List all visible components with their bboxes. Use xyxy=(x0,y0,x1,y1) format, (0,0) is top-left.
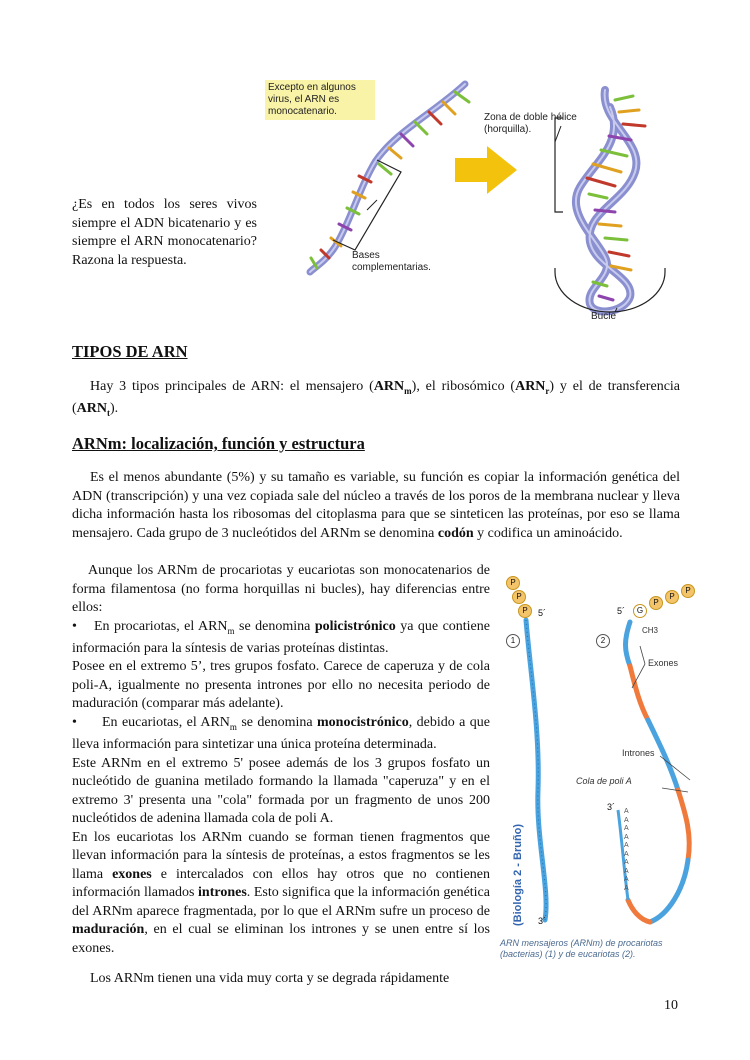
poly-a-letter: A xyxy=(624,842,629,849)
poly-a-tail xyxy=(624,808,632,893)
label-hairpin: Zona de doble hélice (horquilla). xyxy=(484,112,577,135)
bullet1-text-2: se denomina xyxy=(234,618,315,634)
arn-t-term: ARN xyxy=(76,401,108,417)
arn-m-term: ARN xyxy=(373,379,405,394)
arnm-paragraph-4: Este ARNm en el extremo 5' posee además de los 3 grupos fosfato un nucleótido de guanina metilado formando la llamada "caperuza" y en el extremo 3' presenta una "cola" formada por un fragmento de unos 200 nucleótidos de adenina llamada cola de poli A. xyxy=(72,755,490,827)
cola-label: Cola de poli A xyxy=(576,776,632,786)
three-prime-label-2: 3´ xyxy=(607,802,616,812)
bullet1-text-3: ya que contiene información para la síntesis de varias proteínas distintas. xyxy=(72,618,490,656)
source-side-label: (Biología 2 - Bruño) xyxy=(512,823,524,926)
mrna-figure xyxy=(500,570,710,970)
arnm-paragraph-2: Aunque los ARNm de procariotas y eucariotas son monocatenarios de forma filamentosa (no forma horquillas ni bucles), hay diferencias entre ellos: xyxy=(72,563,490,615)
phosphate-icon: P xyxy=(506,576,520,590)
maduracion-term: maduración xyxy=(72,922,145,938)
ch3-label: CH3 xyxy=(642,626,659,635)
bullet1-sub: m xyxy=(227,625,235,636)
number-2-badge: 2 xyxy=(596,634,610,648)
section-title: TIPOS DE ARN xyxy=(72,342,188,361)
mrna-illustration xyxy=(500,570,710,970)
para1-text-end: y codifica un aminoácido. xyxy=(473,525,623,541)
types-text-4: ). xyxy=(110,401,119,417)
arn-r-sub: r xyxy=(545,385,550,396)
subsection-title: ARNm: localización, función y estructura xyxy=(72,434,365,453)
types-text-2: ), el ribosómico ( xyxy=(411,379,516,394)
phosphate-icon: P xyxy=(518,604,532,618)
bullet-eucariotas xyxy=(72,714,490,755)
exones-term: exones xyxy=(112,866,152,882)
poly-a-letter: A xyxy=(624,816,629,824)
arnm-left-column xyxy=(72,562,490,989)
callout-note: Excepto en algunos virus, el ARN es monocatenario. xyxy=(265,80,375,120)
exones-label: Exones xyxy=(648,658,679,668)
types-text-1: Hay 3 tipos principales de ARN: el mensajero ( xyxy=(90,379,374,394)
arnm-paragraph-3: Posee en el extremo 5’, tres grupos fosfato. Carece de caperuza y de cola poli-A, igualmente no presenta intrones por ello no necesita periodo de maduración (comparar más adelante). xyxy=(72,659,490,712)
arnm-paragraph-1 xyxy=(72,469,680,543)
codon-term: codón xyxy=(437,525,474,541)
three-prime-label-1: 3´ xyxy=(538,916,547,926)
intrones-term: intrones xyxy=(198,885,247,901)
para5-text-2: e intercalados con ellos hay otros que no contienen información llamados xyxy=(72,866,490,901)
bullet2-text-1: En eucariotas, el ARN xyxy=(102,714,230,730)
bullet2-text-2: se denomina xyxy=(236,714,317,730)
arn-m-sub: m xyxy=(404,385,412,396)
figure-caption: ARN mensajeros (ARNm) de procariotas (bacterias) (1) y de eucariotas (2). xyxy=(500,938,663,959)
phosphate-icon: P xyxy=(665,590,679,604)
arnm-paragraph-5 xyxy=(72,829,490,959)
poly-a-letter: A xyxy=(624,825,629,832)
poly-a-letter: A xyxy=(624,808,629,815)
types-text-3: ) y el de transferencia ( xyxy=(72,379,681,417)
poly-a-letter: A xyxy=(624,876,629,883)
arn-t-sub: t xyxy=(107,408,111,419)
poly-a-letter: A xyxy=(624,867,629,875)
arn-r-term: ARN xyxy=(515,379,546,394)
label-bases: Bases complementarias. xyxy=(352,250,431,273)
phosphate-icon: P xyxy=(681,584,695,598)
poly-a-letter: A xyxy=(624,884,629,892)
monocistronico-term: monocistrónico xyxy=(317,714,409,730)
five-prime-label-2: 5´ xyxy=(617,606,626,616)
label-loop: Bucle xyxy=(591,311,617,322)
guanine-cap-icon: G xyxy=(633,604,647,618)
types-paragraph xyxy=(72,378,680,423)
number-1-badge: 1 xyxy=(506,634,520,648)
para5-text-4: , en el cual se eliminan los intrones y se unen entre sí los exones. xyxy=(72,922,490,956)
phosphate-icon: P xyxy=(512,590,526,604)
poly-a-letter: A xyxy=(624,859,629,866)
para5-text-3: . Esto significa que la información genética del ARNm aparece fragmentada, por lo que el ARNm sufre un proceso de xyxy=(72,885,490,919)
bullet-procariotas xyxy=(72,618,490,659)
phosphate-icon: P xyxy=(649,596,663,610)
intrones-label: Intrones xyxy=(622,748,655,758)
para5-text-1: En los eucariotas los ARNm cuando se forman tienen fragmentos que llevan información para la síntesis de proteínas, a estos fragmentos se les llama xyxy=(72,829,490,882)
arnm-paragraph-6: Los ARNm tienen una vida muy corta y se degrada rápidamente xyxy=(90,971,450,987)
bullet2-text-3: , debido a que lleva información para sintetizar una única proteína determinada. xyxy=(72,714,491,753)
question-text: ¿Es en todos los seres vivos siempre el ADN bicatenario y es siempre el ARN monocatenario? Razona la respuesta. xyxy=(72,197,257,268)
bullet1-text-1: En procariotas, el ARN xyxy=(94,618,228,634)
bullet-mark-2: • xyxy=(72,714,77,730)
poly-a-letter: A xyxy=(624,850,629,858)
para1-text: Es el menos abundante (5%) y su tamaño es variable, su función es copiar la información genética del ADN (transcripción) y una vez copiada sale del núcleo a través de los poros de la membrana nuclear y lleva dicha información hasta los ribosomas del citoplasma para que se sinteticen las proteínas, por eso se llama mensajero. Cada grupo de 3 nucleótidos del ARNm se denomina xyxy=(72,470,680,541)
policistronico-term: policistrónico xyxy=(314,618,396,634)
page-number: 10 xyxy=(664,998,678,1013)
bullet2-sub: m xyxy=(229,721,237,732)
five-prime-label-1: 5´ xyxy=(538,608,547,618)
bullet-mark-1: • xyxy=(72,618,77,634)
poly-a-letter: A xyxy=(624,833,629,841)
